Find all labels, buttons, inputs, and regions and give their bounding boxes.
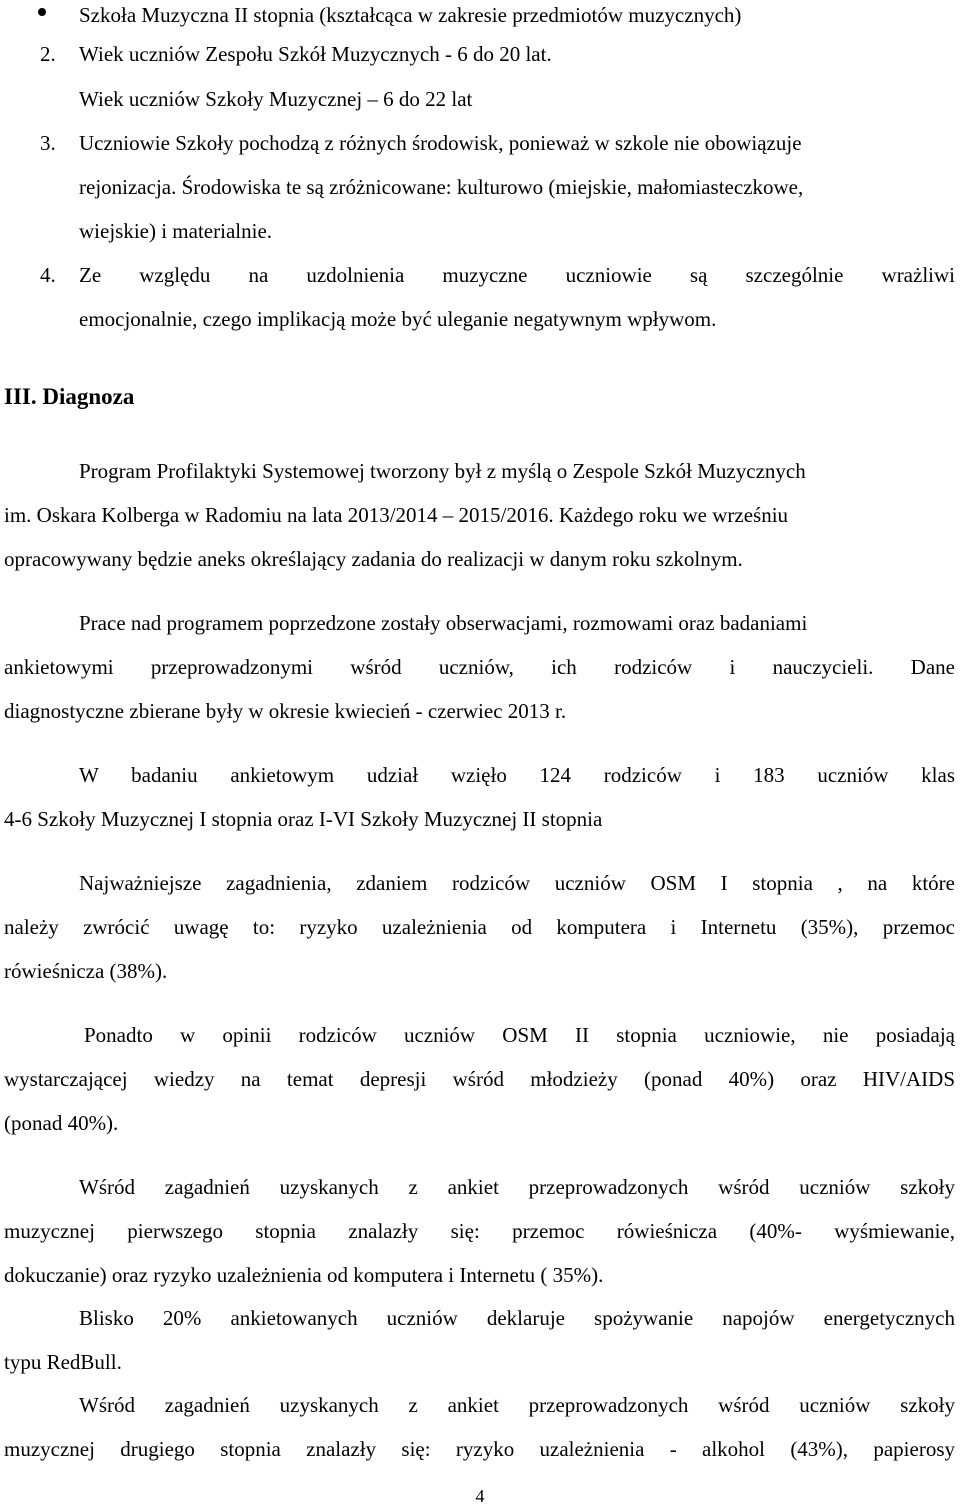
paragraph-line: diagnostyczne zbierane były w okresie kwiecień - czerwiec 2013 r. xyxy=(4,699,567,723)
paragraph-line: Blisko 20% ankietowanych uczniów deklaruje spożywanie napojów energetycznych xyxy=(79,1306,955,1330)
list-item-text: Ze względu na uzdolnienia muzyczne uczniowie są szczególnie wrażliwi xyxy=(79,263,955,287)
paragraph-line: Program Profilaktyki Systemowej tworzony był z myślą o Zespole Szkół Muzycznych xyxy=(79,459,806,483)
paragraph-line: muzycznej pierwszego stopnia znalazły się: przemoc rówieśnicza (40%- wyśmiewanie, xyxy=(4,1219,955,1243)
paragraph-line: Prace nad programem poprzedzone zostały obserwacjami, rozmowami oraz badaniami xyxy=(79,611,808,635)
list-number: 3. xyxy=(40,131,56,155)
paragraph-line: Wśród zagadnień uzyskanych z ankiet przeprowadzonych wśród uczniów szkoły xyxy=(79,1393,955,1417)
list-number: 2. xyxy=(40,42,56,66)
paragraph-line: (ponad 40%). xyxy=(4,1111,119,1135)
section-heading: III. Diagnoza xyxy=(4,384,135,409)
list-item-text: Wiek uczniów Zespołu Szkół Muzycznych - 6 do 20 lat. xyxy=(79,42,552,66)
paragraph-line: ankietowymi przeprowadzonymi wśród uczniów, ich rodziców i nauczycieli. Dane xyxy=(4,655,955,679)
paragraph-line: im. Oskara Kolberga w Radomiu na lata 2013/2014 – 2015/2016. Każdego roku we wrześniu xyxy=(4,503,789,527)
list-item-4 xyxy=(0,260,960,290)
paragraph-line: Najważniejsze zagadnienia, zdaniem rodziców uczniów OSM I stopnia , na które xyxy=(79,871,955,895)
page-number: 4 xyxy=(475,1486,485,1506)
bullet-icon xyxy=(38,8,46,16)
list-item-4-line: emocjonalnie, czego implikacją może być uleganie negatywnym wpływom. xyxy=(79,307,717,331)
list-item-3 xyxy=(0,128,960,158)
list-number: 4. xyxy=(40,263,56,287)
paragraph-line: wystarczającej wiedzy na temat depresji wśród młodzieży (ponad 40%) oraz HIV/AIDS xyxy=(4,1067,955,1091)
paragraph-line: muzycznej drugiego stopnia znalazły się: ryzyko uzależnienia - alkohol (43%), papierosy xyxy=(4,1437,955,1461)
paragraph-line: należy zwrócić uwagę to: ryzyko uzależnienia od komputera i Internetu (35%), przemoc xyxy=(4,915,955,939)
list-item-bullet xyxy=(0,0,960,30)
paragraph-line: W badaniu ankietowym udział wzięło 124 rodziców i 183 uczniów klas xyxy=(79,763,955,787)
paragraph-line: 4-6 Szkoły Muzycznej I stopnia oraz I-VI Szkoły Muzycznej II stopnia xyxy=(4,807,603,831)
bullet-item-text: Szkoła Muzyczna II stopnia (kształcąca w zakresie przedmiotów muzycznych) xyxy=(79,3,742,27)
list-item-2 xyxy=(0,39,960,69)
list-item-2-continuation: Wiek uczniów Szkoły Muzycznej – 6 do 22 lat xyxy=(79,87,473,111)
list-item-3-line: wiejskie) i materialnie. xyxy=(79,219,273,243)
paragraph-line: opracowywany będzie aneks określający zadania do realizacji w danym roku szkolnym. xyxy=(4,547,743,571)
paragraph-line: Wśród zagadnień uzyskanych z ankiet przeprowadzonych wśród uczniów szkoły xyxy=(79,1175,955,1199)
paragraph-line: typu RedBull. xyxy=(4,1350,122,1374)
list-item-text: Uczniowie Szkoły pochodzą z różnych środowisk, ponieważ w szkole nie obowiązuje xyxy=(79,131,802,155)
paragraph-line: rówieśnicza (38%). xyxy=(4,959,168,983)
list-item-3-line: rejonizacja. Środowiska te są zróżnicowane: kulturowo (miejskie, małomiasteczkowe, xyxy=(79,175,804,199)
paragraph-line: Ponadto w opinii rodziców uczniów OSM II stopnia uczniowie, nie posiadają xyxy=(84,1023,955,1047)
paragraph-line: dokuczanie) oraz ryzyko uzależnienia od komputera i Internetu ( 35%). xyxy=(4,1263,604,1287)
